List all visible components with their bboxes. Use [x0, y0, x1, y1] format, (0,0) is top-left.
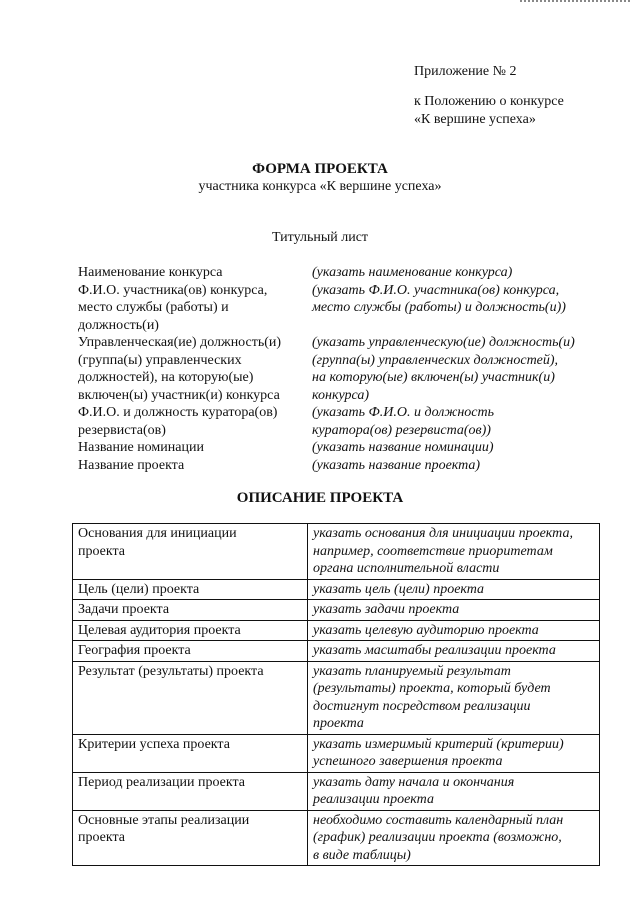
field-label: [78, 334, 312, 404]
field-value-line: (указать наименование конкурса): [312, 265, 513, 280]
cell-text: указать целевую аудиторию проекта: [313, 622, 539, 638]
field-value-line: (указать название проекта): [312, 457, 481, 473]
cell-text: Период реализации проекта: [78, 774, 245, 790]
title-page-row: [78, 439, 608, 457]
field-label-line: Название номинации: [78, 440, 204, 455]
row-label-cell: [73, 620, 308, 641]
cell-text: реализации проекта: [313, 792, 434, 807]
table-row: [73, 810, 600, 866]
title-page-fields: [78, 264, 608, 474]
cell-text: Целевая аудитория проекта: [78, 622, 241, 638]
field-value: [312, 457, 608, 475]
field-label-line: Ф.И.О. и должность куратора(ов): [78, 405, 278, 420]
description-title: ОПИСАНИЕ ПРОЕКТА: [236, 490, 404, 506]
title-page-row: [78, 264, 608, 282]
row-value-cell: [308, 661, 600, 734]
cell-text: проекта: [78, 543, 125, 559]
field-value-line: на которую(ые) включен(ы) участник(и): [312, 370, 555, 385]
table-row: [73, 661, 600, 734]
table-row: [73, 734, 600, 772]
cell-text: указать основания для инициации проекта,: [313, 526, 573, 541]
field-value: [312, 334, 608, 404]
field-value: [312, 264, 608, 282]
table-row: [73, 524, 600, 580]
field-label: [78, 282, 312, 335]
cell-text: Основные этапы реализации: [78, 812, 250, 828]
cell-text: Задачи проекта: [78, 602, 170, 617]
field-label-line: включен(ы) участник(и) конкурса: [78, 387, 280, 403]
cell-text: необходимо составить календарный план: [313, 812, 564, 828]
table-row: [73, 620, 600, 641]
cell-text: например, соответствие приоритетам: [313, 543, 553, 559]
appendix-contest-name: «К вершине успеха»: [414, 112, 536, 127]
cell-text: Критерии успеха проекта: [78, 736, 230, 752]
field-value-line: конкурса): [312, 387, 370, 403]
title-page-heading: Титульный лист: [271, 230, 369, 245]
field-value-line: (указать Ф.И.О. и должность: [312, 405, 494, 420]
field-value-line: (указать Ф.И.О. участника(ов) конкурса,: [312, 282, 560, 298]
cell-text: в виде таблицы): [313, 847, 411, 863]
field-label-line: Ф.И.О. участника(ов) конкурса,: [78, 282, 268, 298]
row-value-cell: [308, 772, 600, 810]
field-label: [78, 457, 312, 475]
row-label-cell: [73, 810, 308, 866]
field-value-line: куратора(ов) резервиста(ов)): [312, 422, 491, 438]
field-label-line: резервиста(ов): [78, 422, 166, 438]
row-label-cell: [73, 734, 308, 772]
field-label-line: (группа(ы) управленческих: [78, 352, 242, 368]
cell-text: (график) реализации проекта (возможно,: [313, 830, 562, 845]
row-label-cell: [73, 661, 308, 734]
appendix-reference: к Положению о конкурсе: [414, 94, 564, 109]
cell-text: проекта: [313, 716, 364, 731]
table-row: [73, 772, 600, 810]
title-page-row: [78, 334, 608, 404]
cell-text: достигнут посредством реализации: [313, 698, 531, 714]
cell-text: успешного завершения проекта: [313, 754, 503, 769]
field-value: [312, 404, 608, 439]
field-label-line: Управленческая(ие) должность(и): [78, 335, 282, 350]
cell-text: Результат (результаты) проекта: [78, 663, 264, 679]
cell-text: География проекта: [78, 643, 191, 658]
row-label-cell: [73, 524, 308, 580]
row-value-cell: [308, 524, 600, 580]
field-label-line: Наименование конкурса: [78, 265, 223, 280]
row-value-cell: [308, 579, 600, 600]
title-page-row: [78, 457, 608, 475]
row-value-cell: [308, 641, 600, 662]
field-value: [312, 282, 608, 335]
row-value-cell: [308, 734, 600, 772]
row-value-cell: [308, 600, 600, 621]
field-value: [312, 439, 608, 457]
cell-text: указать задачи проекта: [313, 602, 460, 617]
appendix-header: [414, 63, 564, 129]
form-subtitle: участника конкурса «К вершине успеха»: [198, 179, 442, 194]
appendix-number: Приложение № 2: [414, 64, 517, 79]
row-value-cell: [308, 810, 600, 866]
cell-text: (результаты) проекта, который будет: [313, 681, 551, 696]
field-label-line: должностей), на которую(ые): [78, 370, 254, 385]
title-page-row: [78, 282, 608, 335]
field-label: [78, 264, 312, 282]
cell-text: Основания для инициации: [78, 526, 237, 541]
scan-artifact: [520, 0, 630, 4]
field-label-line: должность(и): [78, 317, 159, 333]
row-label-cell: [73, 641, 308, 662]
cell-text: указать дату начала и окончания: [313, 774, 515, 790]
field-label-line: место службы (работы) и: [78, 300, 229, 315]
cell-text: указать измеримый критерий (критерии): [313, 736, 564, 752]
form-title: ФОРМА ПРОЕКТА: [252, 161, 388, 177]
cell-text: проекта: [78, 830, 125, 845]
field-label: [78, 439, 312, 457]
field-value-line: (указать управленческую(ие) должность(и): [312, 335, 575, 350]
field-value-line: (указать название номинации): [312, 440, 494, 455]
row-label-cell: [73, 600, 308, 621]
field-value-line: (группа(ы) управленческих должностей),: [312, 352, 559, 368]
cell-text: указать цель (цели) проекта: [313, 581, 485, 597]
cell-text: органа исполнительной власти: [313, 561, 500, 576]
cell-text: указать планируемый результат: [313, 663, 511, 679]
cell-text: указать масштабы реализации проекта: [313, 643, 556, 658]
cell-text: Цель (цели) проекта: [78, 581, 200, 597]
field-label: [78, 404, 312, 439]
table-row: [73, 600, 600, 621]
field-label-line: Название проекта: [78, 457, 185, 473]
row-value-cell: [308, 620, 600, 641]
table-row: [73, 579, 600, 600]
field-value-line: место службы (работы) и должность(и)): [312, 300, 566, 315]
table-row: [73, 641, 600, 662]
title-page-row: [78, 404, 608, 439]
project-description-table: [72, 523, 600, 866]
row-label-cell: [73, 772, 308, 810]
row-label-cell: [73, 579, 308, 600]
